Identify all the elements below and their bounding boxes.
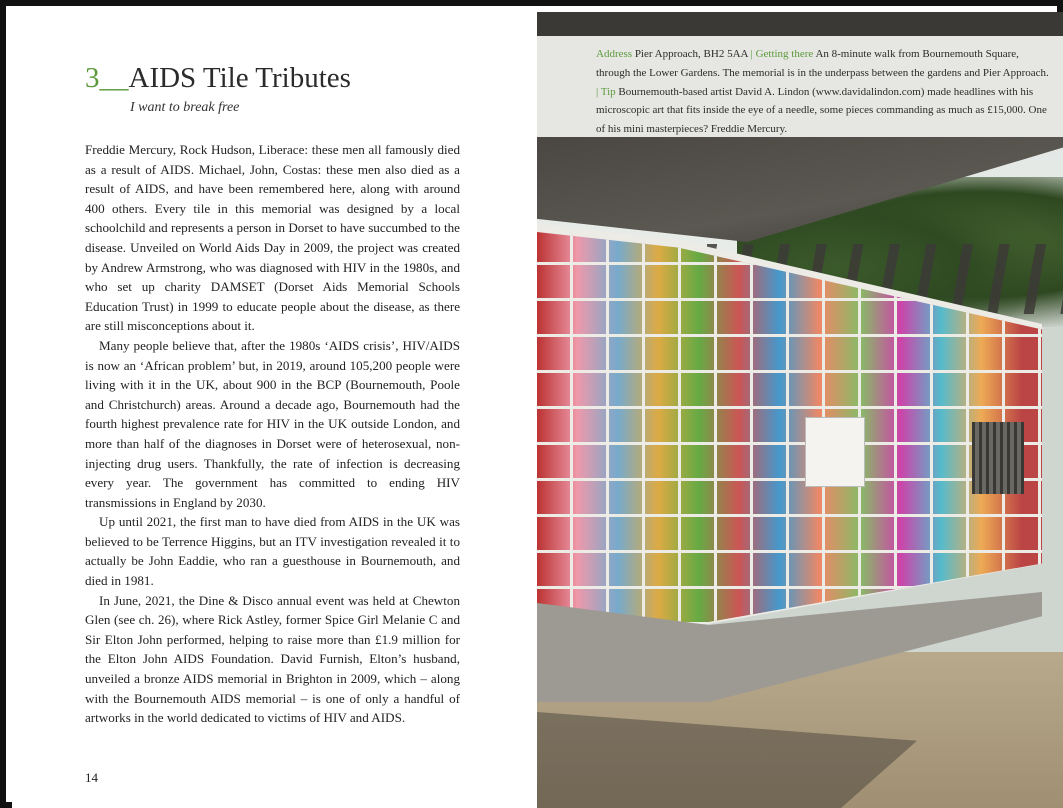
photo-top-strip bbox=[537, 12, 1063, 36]
getting-there-text: An 8-minute walk from Bournemouth Square, through the Lower Gardens. The memorial is in the underpass between the gardens and Pier Approach. bbox=[596, 48, 1049, 79]
getting-there-label: Getting there bbox=[752, 48, 814, 60]
chapter-subtitle: I want to break free bbox=[130, 100, 240, 115]
left-page bbox=[12, 12, 537, 808]
body-text bbox=[85, 140, 460, 728]
address-text: Pier Approach, BH2 5AA bbox=[632, 48, 751, 60]
info-box bbox=[537, 36, 1063, 137]
photo-plaque bbox=[805, 417, 865, 487]
paragraph: In June, 2021, the Dine & Disco annual event was held at Chewton Glen (see ch. 26), where Rick Astley, former Spice Girl Melanie C and Sir Elton John performed, helping to raise more than £1.9 million for the Elton John AIDS Foundation. David Furnish, Elton’s husband, unveiled a bronze AIDS memorial in Brighton in 2009, which – along with the Bournemouth AIDS memorial – is one of only a handful of artworks in the world dedicated to victims of HIV and AIDS. bbox=[85, 592, 460, 726]
tip-label: Tip bbox=[598, 85, 616, 98]
right-page bbox=[537, 12, 1063, 808]
paragraph: Many people believe that, after the 1980s ‘AIDS crisis’, HIV/AIDS is now an ‘African problem’ but, in 2019, around 105,200 people were living with it in the UK, about 900 in the BCP (Bournemouth, Poole and Christchurch) areas. Around a decade ago, Bournemouth had the fourth highest prevalence rate for HIV in the UK outside London, and more than half of the diagnoses in Dorset were of heterosexual, non-injecting drug users. Thankfully, the rate of infection is decreasing every year. The government has committed to ending HIV transmissions in England by 2030. bbox=[85, 337, 460, 510]
paragraph: Up until 2021, the first man to have died from AIDS in the UK was believed to be Terrence Higgins, but an ITV investigation revealed it to actually be John Eaddie, who ran a guesthouse in Bournemouth, and died in 1981. bbox=[85, 514, 460, 589]
paragraph: Freddie Mercury, Rock Hudson, Liberace: these men all famously died as a result of AIDS. Michael, John, Costas: these men also died as a result of AIDS, and have been remembered here, along with around 400 others. Every tile in this memorial was designed by a local schoolchild and represents a person in Dorset to have succumbed to the disease. Unveiled on World Aids Day in 2009, the project was created by Andrew Armstrong, who was diagnosed with HIV in the 1980s, and who set up charity DAMSET (Dorset Aids Memorial Schools Education Trust) in 1999 to educate people about the disease, as there are still misconceptions about it. bbox=[85, 142, 460, 334]
tip-text: Bournemouth-based artist David A. Lindon (www.davidalindon.com) made headlines with his microscopic art that fits inside the eye of a needle, some pieces commanding as much as £15,000. One of his mini masterpieces? Freddie Mercury. bbox=[596, 85, 1047, 136]
address-label: Address bbox=[596, 48, 633, 60]
page-number: 14 bbox=[85, 770, 98, 785]
chapter-title bbox=[85, 62, 351, 95]
photo-vent bbox=[972, 422, 1024, 494]
chapter-title-text: AIDS Tile Tributes bbox=[128, 62, 351, 94]
separator: | bbox=[596, 85, 599, 98]
separator: | bbox=[750, 48, 753, 60]
chapter-number: 3__ bbox=[85, 62, 129, 94]
